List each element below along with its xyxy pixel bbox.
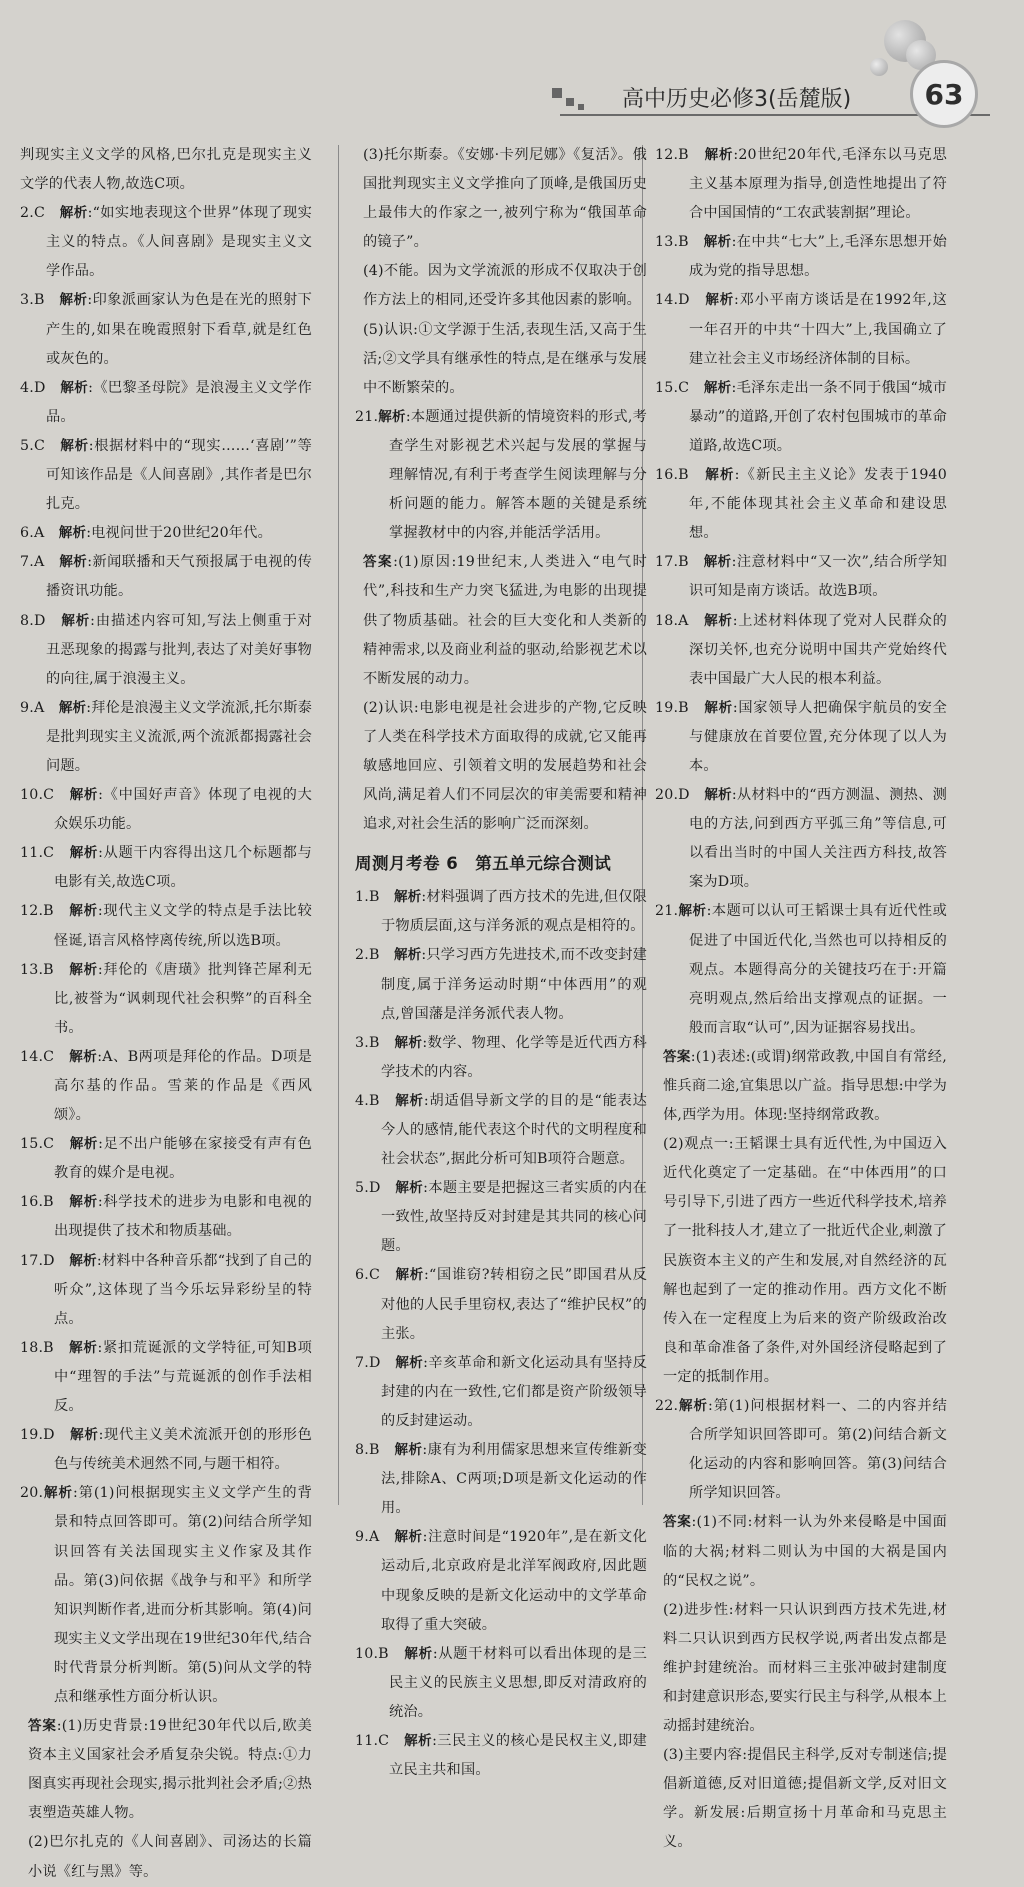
answer-item: 5.D 解析:本题主要是把握这三者实质的内在一致性,故坚持反对封建是其共同的核心问题。 — [355, 1180, 647, 1255]
analysis-label: 解析 — [59, 554, 88, 571]
item-text: (2)观点一:王韬课士具有近代性,为中国迈入近代化奠定了一定基础。在“中体西用”的口号引导下,引进了西方一些近代科学技术,培养了一批科技人才,建立了一批近代企业,刺激了民族资本主义的产生和发展,对自然经济的瓦解也起到了一定的推动作用。西方文化不断传入在一定程度上为后来的资产阶级政治改良和革命准备了条件,对外国经济侵略起到了一定的抵制作用。 — [663, 1136, 947, 1385]
item-text: (1)表述:(或谓)纲常政教,中国自有常经,惟兵商二途,宜集思以广益。指导思想:中学为体,西学为用。体现:坚持纲常政教。 — [663, 1048, 947, 1124]
answer-paragraph — [655, 1596, 947, 1741]
answer-choice: C — [678, 379, 690, 396]
item-text: 从题干材料可以看出体现的是三民主义的民族主义思想,即反对清政府的统治。 — [389, 1645, 647, 1720]
item-text: A、B两项是拜伦的作品。D项是高尔基的作品。雪莱的作品是《西风颂》。 — [54, 1048, 312, 1124]
analysis-label: 解析 — [393, 947, 422, 964]
question-number: 15. — [655, 379, 679, 396]
answer-paragraph — [355, 257, 647, 315]
column-left — [20, 141, 312, 1887]
answer-paragraph: 答案:(1)历史背景:19世纪30年代以后,欧美资本主义国家社会矛盾复杂尖锐。特点:①力图真实再现社会现实,揭示批判社会矛盾;②热衷塑造英雄人物。 — [28, 1718, 312, 1822]
item-text: 拜伦是浪漫主义文学流派,托尔斯泰是批判现实主义流派,两个流派都揭露社会问题。 — [46, 699, 312, 774]
answer-item: 21.解析:本题可以认可王韬课士具有近代性或促进了中国近代化,当然也可以持相反的观点。本题得高分的关键技巧在于:开篇亮明观点,然后给出支撑观点的证据。一般而言取“认可”,因为证据容易找出。 — [655, 903, 947, 1036]
answer-label: 答案 — [363, 554, 394, 571]
question-number: 2. — [355, 947, 369, 964]
question-number: 16. — [20, 1194, 44, 1211]
answer-choice: C — [43, 1136, 55, 1153]
answer-choice: B — [368, 1442, 380, 1459]
answer-paragraph — [20, 141, 312, 199]
answer-item: 17.B 解析:注意材料中“又一次”,结合所学知识可知是南方谈话。故选B项。 — [655, 554, 947, 600]
question-number: 8. — [355, 1442, 369, 1459]
answer-item: 5.C 解析:根据材料中的“现实……‘喜剧’”等可知该作品是《人间喜剧》,其作者是巴尔扎克。 — [20, 437, 312, 513]
item-text: 第(1)问根据现实主义文学产生的背景和特点回答即可。第(2)问结合所学知识回答有关法国现实主义作家及其作品。第(3)问依据《战争与和平》和所学知识判断作者,进而分析其影响。第(4)问现实主义文学出现在19世纪30年代,结合时代背景分析判断。第(5)问从文学的特点和继承性方面分析认识。 — [54, 1485, 313, 1705]
item-text: (1)原因:19世纪末,人类进入“电气时代”,科技和生产力突飞猛进,为电影的出现提供了物质基础。社会的巨大变化和人类新的精神需求,以及商业利益的驱动,给影视艺术以不断发展的动力。 — [363, 554, 647, 687]
analysis-label: 解析 — [69, 1194, 98, 1211]
answer-item: 9.A 解析:拜伦是浪漫主义文学流派,托尔斯泰是批判现实主义流派,两个流派都揭露社会问题。 — [20, 699, 312, 774]
analysis-label: 解析 — [59, 205, 88, 222]
question-number: 21. — [655, 903, 679, 920]
answer-choice: B — [678, 234, 689, 251]
answer-item: 3.B 解析:数学、物理、化学等是近代西方科学技术的内容。 — [355, 1034, 648, 1080]
item-text: “如实地表现这个世界”体现了现实主义的特点。《人间喜剧》是现实主义文学作品。 — [46, 205, 312, 280]
answer-item: 6.A 解析:电视问世于20世纪20年代。 — [20, 525, 272, 542]
answer-paragraph — [355, 141, 647, 257]
answer-item: 4.D 解析:《巴黎圣母院》是浪漫主义文学作品。 — [20, 379, 312, 425]
question-number: 13. — [655, 234, 679, 251]
question-number: 11. — [20, 845, 44, 862]
answer-choice: A — [33, 699, 45, 716]
analysis-label: 解析 — [69, 961, 98, 978]
answer-item: 11.C 解析:从题干内容得出这几个标题都与电影有关,故选C项。 — [20, 845, 312, 891]
question-number: 12. — [655, 147, 679, 163]
question-number: 20. — [20, 1485, 44, 1502]
question-number: 2. — [20, 205, 34, 222]
analysis-label: 解析 — [395, 1267, 425, 1284]
answer-item: 8.D 解析:由描述内容可知,写法上侧重于对丑恶现象的揭露与批判,表达了对美好事物的向往,属于浪漫主义。 — [20, 612, 312, 687]
analysis-label: 解析 — [404, 1645, 433, 1662]
item-text: 由描述内容可知,写法上侧重于对丑恶现象的揭露与批判,表达了对美好事物的向往,属于浪漫主义。 — [46, 612, 312, 687]
analysis-label: 解析 — [705, 467, 735, 484]
item-text: 国家领导人把确保宇航员的安全与健康放在首要位置,充分体现了以人为本。 — [689, 699, 947, 774]
answer-item: 12.B 解析:20世纪20年代,毛泽东以马克思主义基本原理为指导,创造性地提出了符合中国国情的“工农武装割据”理论。 — [655, 147, 947, 222]
question-number: 19. — [655, 699, 679, 716]
question-number: 16. — [655, 467, 679, 484]
answer-choice: B — [33, 292, 45, 309]
answer-choice: B — [378, 1645, 389, 1662]
answer-item: 7.D 解析:辛亥革命和新文化运动具有坚持反封建的内在一致性,它们都是资产阶级领导的反封建运动。 — [355, 1354, 647, 1429]
item-text: 根据材料中的“现实……‘喜剧’”等可知该作品是《人间喜剧》,其作者是巴尔扎克。 — [46, 437, 312, 513]
item-text: 康有为利用儒家思想来宣传维新变法,排除A、C两项;D项是新文化运动的作用。 — [381, 1442, 648, 1517]
question-number: 8. — [20, 612, 34, 629]
item-text: 上述材料体现了党对人民群众的深切关怀,也充分说明中国共产党始终代表中国最广大人民的根本利益。 — [689, 612, 947, 687]
item-text: 三民主义的核心是民权主义,即建立民主共和国。 — [389, 1732, 648, 1779]
analysis-label: 解析 — [69, 845, 99, 862]
column-middle-top — [355, 141, 647, 839]
answer-choice: C — [33, 437, 45, 454]
answer-choice: B — [368, 1034, 380, 1051]
answer-choice: D — [678, 292, 690, 309]
answer-choice: B — [678, 467, 689, 484]
answer-choice: D — [43, 1252, 55, 1269]
item-text: 辛亥革命和新文化运动具有坚持反封建的内在一致性,它们都是资产阶级领导的反封建运动。 — [381, 1354, 647, 1429]
analysis-label: 解析 — [704, 147, 734, 163]
answer-item: 1.B 解析:材料强调了西方技术的先进,但仅限于物质层面,这与洋务派的观点是相符的。 — [355, 889, 648, 935]
analysis-label: 解析 — [394, 1034, 423, 1051]
column-middle — [355, 141, 647, 1785]
question-number: 17. — [655, 554, 679, 571]
analysis-label: 解析 — [60, 437, 89, 454]
answer-label: 答案 — [28, 1718, 57, 1735]
item-text: (1)不同:材料一认为外来侵略是中国面临的大祸;材料二则认为中国的大祸是国内的“民权之说”。 — [663, 1514, 947, 1589]
question-number: 5. — [355, 1180, 369, 1197]
question-number: 14. — [20, 1048, 44, 1065]
question-number: 3. — [355, 1034, 369, 1051]
answer-item: 15.C 解析:足不出户能够在家接受有声有色教育的媒介是电视。 — [20, 1136, 312, 1182]
column-divider — [338, 145, 339, 1505]
book-title: 高中历史必修3(岳麓版) — [622, 87, 852, 112]
item-text: (3)托尔斯泰。《安娜·卡列尼娜》《复活》。俄国批判现实主义文学推向了顶峰,是俄国历史上最伟大的作家之一,被列宁称为“俄国革命的镜子”。 — [363, 147, 647, 251]
answer-item: 10.C 解析:《中国好声音》体现了电视的大众娱乐功能。 — [20, 787, 312, 833]
question-number: 9. — [355, 1529, 369, 1546]
analysis-label: 解析 — [378, 408, 406, 425]
page-header — [0, 0, 1024, 145]
item-text: 20世纪20年代,毛泽东以马克思主义基本原理为指导,创造性地提出了符合中国国情的“工农武装割据”理论。 — [689, 147, 947, 222]
item-text: 印象派画家认为色是在光的照射下产生的,如果在晚霞照射下看草,就是红色或灰色的。 — [46, 292, 313, 367]
answer-paragraph — [655, 1741, 947, 1857]
question-number: 6. — [355, 1267, 369, 1284]
item-text: 本题主要是把握这三者实质的内在一致性,故坚持反对封建是其共同的核心问题。 — [381, 1180, 647, 1255]
question-number: 1. — [355, 889, 369, 906]
item-text: 电视问世于20世纪20年代。 — [91, 525, 272, 542]
answer-item: 9.A 解析:注意时间是“1920年”,是在新文化运动后,北京政府是北洋军阀政府,因此题中现象反映的是新文化运动中的文学革命取得了重大突破。 — [355, 1529, 648, 1633]
item-text: 只学习西方先进技术,而不改变封建制度,属于洋务运动时期“中体西用”的观点,曾国藩是洋务派代表人物。 — [381, 947, 648, 1022]
answer-item: 12.B 解析:现代主义文学的特点是手法比较怪诞,语言风格悖离传统,所以选B项。 — [20, 903, 312, 949]
answer-choice: B — [368, 947, 380, 964]
question-number: 20. — [655, 787, 679, 804]
answer-item: 16.B 解析:《新民主主义论》发表于1940年,不能体现其社会主义革命和建设思想。 — [655, 467, 948, 542]
item-text: 现代主义美术流派开创的形形色色与传统美术迥然不同,与题干相符。 — [54, 1427, 312, 1473]
question-number: 10. — [355, 1645, 379, 1662]
item-text: 从题干内容得出这几个标题都与电影有关,故选C项。 — [54, 845, 312, 891]
answer-item: 13.B 解析:在中共“七大”上,毛泽东思想开始成为党的指导思想。 — [655, 234, 948, 280]
answer-choice: C — [43, 787, 55, 804]
analysis-label: 解析 — [703, 554, 732, 571]
analysis-label: 解析 — [69, 1252, 97, 1269]
item-text: 本题可以认可王韬课士具有近代性或促进了中国近代化,当然也可以持相反的观点。本题得高分的关键技巧在于:开篇亮明观点,然后给出支撑观点的证据。一般而言取“认可”,因为证据容易找出。 — [689, 903, 947, 1036]
question-number: 15. — [20, 1136, 44, 1153]
question-number: 14. — [655, 292, 679, 309]
analysis-label: 解析 — [704, 612, 733, 629]
item-text: 数学、物理、化学等是近代西方科学技术的内容。 — [381, 1034, 648, 1080]
answer-choice: D — [368, 1180, 381, 1197]
analysis-label: 解析 — [61, 612, 91, 629]
answer-choice: B — [678, 699, 689, 716]
question-number: 7. — [20, 554, 34, 571]
question-number: 12. — [20, 903, 44, 920]
item-text: 紧扣荒诞派的文学特征,可知B项中“理智的手法”与荒诞派的创作手法相反。 — [54, 1339, 313, 1415]
analysis-label: 解析 — [43, 1485, 73, 1502]
analysis-label: 解析 — [395, 1092, 424, 1109]
analysis-label: 解析 — [60, 379, 89, 396]
analysis-label: 解析 — [69, 1339, 98, 1356]
answer-paragraph — [355, 316, 647, 403]
question-number: 7. — [355, 1354, 369, 1371]
analysis-label: 解析 — [703, 379, 732, 396]
question-number: 11. — [355, 1732, 379, 1749]
item-text: 毛泽东走出一条不同于俄国“城市暴动”的道路,开创了农村包围城市的革命道路,故选C项。 — [689, 379, 947, 454]
item-text: 胡适倡导新文学的目的是“能表达今人的感情,能代表这个时代的文明程度和社会状态”,据此分析可知B项符合题意。 — [381, 1092, 647, 1168]
question-number: 19. — [20, 1427, 44, 1444]
item-text: (5)认识:①文学源于生活,表现生活,又高于生活;②文学具有继承性的特点,是在继承与发展中不断繁荣的。 — [363, 321, 647, 396]
decorative-circle — [870, 58, 888, 76]
item-text: 第(1)问根据材料一、二的内容并结合所学知识回答即可。第(2)问结合新文化运动的内容和影响回答。第(3)问结合所学知识回答。 — [689, 1398, 948, 1502]
answer-item: 21.解析:本题通过提供新的情境资料的形式,考查学生对影视艺术兴起与发展的掌握与理解情况,有利于考查学生阅读理解与分析问题的能力。解答本题的关键是系统掌握教材中的内容,并能活学活用。 — [355, 408, 647, 542]
analysis-label: 解析 — [678, 903, 707, 920]
analysis-label: 解析 — [404, 1732, 433, 1749]
item-text: 从材料中的“西方测温、测热、测电的方法,问到西方平弧三角”等信息,可以看出当时的中国人关注西方科技,故答案为D项。 — [689, 787, 948, 891]
item-text: 在中共“七大”上,毛泽东思想开始成为党的指导思想。 — [689, 234, 948, 280]
item-text: 新闻联播和天气预报属于电视的传播资讯功能。 — [46, 554, 312, 600]
analysis-label: 解析 — [59, 292, 88, 309]
answer-choice: B — [43, 903, 54, 920]
answer-choice: B — [678, 147, 689, 163]
answer-choice: D — [33, 612, 46, 629]
item-text: (1)历史背景:19世纪30年代以后,欧美资本主义国家社会矛盾复杂尖锐。特点:①力图真实再现社会现实,揭示批判社会矛盾;②热衷塑造英雄人物。 — [28, 1718, 312, 1822]
answer-choice: C — [43, 845, 55, 862]
answer-item: 2.B 解析:只学习西方先进技术,而不改变封建制度,属于洋务运动时期“中体西用”的观点,曾国藩是洋务派代表人物。 — [355, 947, 648, 1022]
column-right — [655, 141, 947, 1858]
answer-paragraph — [355, 694, 647, 839]
answer-choice: B — [43, 1194, 54, 1211]
answer-paragraph: 答案:(1)原因:19世纪末,人类进入“电气时代”,科技和生产力突飞猛进,为电影的出现提供了物质基础。社会的巨大变化和人类新的精神需求,以及商业利益的驱动,给影视艺术以不断发展的动力。 — [363, 554, 647, 687]
analysis-label: 解析 — [395, 1354, 424, 1371]
answer-choice: A — [368, 1529, 380, 1546]
analysis-label: 解析 — [704, 787, 732, 804]
analysis-label: 解析 — [58, 699, 87, 716]
answer-item: 18.B 解析:紧扣荒诞派的文学特征,可知B项中“理智的手法”与荒诞派的创作手法相反。 — [20, 1339, 313, 1415]
item-text: 《巴黎圣母院》是浪漫主义文学作品。 — [46, 379, 312, 425]
question-number: 18. — [20, 1339, 44, 1356]
question-number: 13. — [20, 961, 44, 978]
analysis-label: 解析 — [705, 292, 735, 309]
item-text: 现代主义文学的特点是手法比较怪诞,语言风格悖离传统,所以选B项。 — [54, 903, 312, 949]
answer-item: 19.B 解析:国家领导人把确保宇航员的安全与健康放在首要位置,充分体现了以人为本。 — [655, 699, 947, 774]
answer-label: 答案 — [663, 1048, 691, 1065]
item-text: 《中国好声音》体现了电视的大众娱乐功能。 — [54, 787, 312, 833]
answer-item: 14.C 解析:A、B两项是拜伦的作品。D项是高尔基的作品。雪莱的作品是《西风颂》。 — [20, 1048, 312, 1124]
answer-item: 22.解析:第(1)问根据材料一、二的内容并结合所学知识回答即可。第(2)问结合新文化运动的内容和影响回答。第(3)问结合所学知识回答。 — [655, 1398, 948, 1502]
analysis-label: 解析 — [393, 889, 422, 906]
analysis-label: 解析 — [69, 1136, 99, 1153]
item-text: (3)主要内容:提倡民主科学,反对专制迷信;提倡新道德,反对旧道德;提倡新文学,反对旧文学。新发展:后期宣扬十月革命和马克思主义。 — [663, 1747, 947, 1851]
question-number: 9. — [20, 699, 34, 716]
question-number: 4. — [20, 379, 34, 396]
item-text: 注意时间是“1920年”,是在新文化运动后,北京政府是北洋军阀政府,因此题中现象反映的是新文化运动中的文学革命取得了重大突破。 — [381, 1529, 648, 1633]
item-text: 注意材料中“又一次”,结合所学知识可知是南方谈话。故选B项。 — [689, 554, 947, 600]
answer-label: 答案 — [663, 1514, 692, 1531]
answer-item: 17.D 解析:材料中各种音乐都“找到了自己的听众”,这体现了当今乐坛异彩纷呈的特点。 — [20, 1252, 313, 1327]
item-text: 邓小平南方谈话是在1992年,这一年召开的中共“十四大”上,我国确立了建立社会主义市场经济体制的目标。 — [689, 292, 947, 367]
column-middle-bottom — [355, 883, 647, 1785]
item-text: 科学技术的进步为电影和电视的出现提供了技术和物质基础。 — [54, 1194, 312, 1240]
answer-item: 20.D 解析:从材料中的“西方测温、测热、测电的方法,问到西方平弧三角”等信息,可以看出当时的中国人关注西方科技,故答案为D项。 — [655, 787, 948, 891]
answer-choice: D — [368, 1354, 381, 1371]
answer-item: 10.B 解析:从题干材料可以看出体现的是三民主义的民族主义思想,即反对清政府的统治。 — [355, 1645, 647, 1720]
item-text: 足不出户能够在家接受有声有色教育的媒介是电视。 — [54, 1136, 312, 1182]
analysis-label: 解析 — [395, 1180, 424, 1197]
item-text: 材料强调了西方技术的先进,但仅限于物质层面,这与洋务派的观点是相符的。 — [381, 889, 648, 935]
question-number: 22. — [655, 1398, 679, 1415]
answer-choice: C — [368, 1267, 380, 1284]
question-number: 5. — [20, 437, 34, 454]
item-text: 《新民主主义论》发表于1940年,不能体现其社会主义革命和建设思想。 — [689, 467, 948, 542]
answer-item: 11.C 解析:三民主义的核心是民权主义,即建立民主共和国。 — [355, 1732, 648, 1779]
analysis-label: 解析 — [394, 1442, 423, 1459]
question-number: 17. — [20, 1252, 44, 1269]
answer-item: 13.B 解析:拜伦的《唐璜》批判锋芒犀利无比,被誉为“讽刺现代社会积弊”的百科全书。 — [20, 961, 312, 1036]
analysis-label: 解析 — [69, 903, 98, 920]
answer-choice: C — [43, 1048, 55, 1065]
question-number: 6. — [20, 525, 34, 542]
analysis-label: 解析 — [70, 1427, 99, 1444]
answer-choice: B — [368, 889, 380, 906]
analysis-label: 解析 — [58, 525, 87, 542]
answer-paragraph: 答案:(1)表述:(或谓)纲常政教,中国自有常经,惟兵商二途,宜集思以广益。指导思想:中学为体,西学为用。体现:坚持纲常政教。 — [663, 1048, 947, 1124]
answer-item: 18.A 解析:上述材料体现了党对人民群众的深切关怀,也充分说明中国共产党始终代表中国最广大人民的根本利益。 — [655, 612, 947, 687]
answer-item: 8.B 解析:康有为利用儒家思想来宣传维新变法,排除A、C两项;D项是新文化运动的作用。 — [355, 1442, 648, 1517]
answer-item: 3.B 解析:印象派画家认为色是在光的照射下产生的,如果在晚霞照射下看草,就是红色或灰色的。 — [20, 292, 313, 367]
item-text: (2)巴尔扎克的《人间喜剧》、司汤达的长篇小说《红与黑》等。 — [28, 1834, 312, 1880]
item-text: 拜伦的《唐璜》批判锋芒犀利无比,被誉为“讽刺现代社会积弊”的百科全书。 — [54, 961, 312, 1036]
answer-choice: B — [368, 1092, 380, 1109]
answer-choice: D — [33, 379, 46, 396]
item-text: (4)不能。因为文学流派的形成不仅取决于创作方法上的相同,还受许多其他因素的影响。 — [363, 263, 647, 309]
answer-choice: B — [678, 554, 689, 571]
analysis-label: 解析 — [678, 1398, 708, 1415]
item-text: 材料中各种音乐都“找到了自己的听众”,这体现了当今乐坛异彩纷呈的特点。 — [54, 1252, 313, 1327]
analysis-label: 解析 — [704, 699, 733, 716]
analysis-label: 解析 — [703, 234, 732, 251]
page-number-badge — [910, 60, 978, 128]
item-text: 判现实主义文学的风格,巴尔扎克是现实主义文学的代表人物,故选C项。 — [20, 147, 312, 193]
analysis-label: 解析 — [69, 787, 99, 804]
question-number: 3. — [20, 292, 34, 309]
question-number: 18. — [655, 612, 679, 629]
item-text: (2)进步性:材料一只认识到西方技术先进,材料二只认识到西方民权学说,两者出发点都是维护封建统治。而材料三主张冲破封建制度和封建意识形态,要实行民主与科学,从根本上动摇封建统治。 — [663, 1601, 947, 1735]
answer-choice: D — [43, 1427, 55, 1444]
page-number: 63 — [924, 77, 964, 111]
analysis-label: 解析 — [394, 1529, 423, 1546]
answer-item: 14.D 解析:邓小平南方谈话是在1992年,这一年召开的中共“十四大”上,我国确立了建立社会主义市场经济体制的目标。 — [655, 292, 947, 367]
answer-item: 19.D 解析:现代主义美术流派开创的形形色色与传统美术迥然不同,与题干相符。 — [20, 1427, 312, 1473]
answer-item: 2.C 解析:“如实地表现这个世界”体现了现实主义的特点。《人间喜剧》是现实主义文学作品。 — [20, 205, 312, 280]
item-text: “国谁窃?转相窃之民”即国君从反对他的人民手里窃权,表达了“维护民权”的主张。 — [381, 1267, 648, 1342]
section-heading: 周测月考卷 6 第五单元综合测试 — [355, 854, 612, 874]
answer-choice: C — [378, 1732, 390, 1749]
answer-paragraph — [20, 1828, 312, 1886]
answer-paragraph: 答案:(1)不同:材料一认为外来侵略是中国面临的大祸;材料二则认为中国的大祸是国内的“民权之说”。 — [663, 1514, 947, 1589]
question-number: 4. — [355, 1092, 369, 1109]
answer-item: 15.C 解析:毛泽东走出一条不同于俄国“城市暴动”的道路,开创了农村包围城市的革命道路,故选C项。 — [655, 379, 947, 454]
question-number: 10. — [20, 787, 44, 804]
answer-choice: A — [33, 525, 45, 542]
answer-item: 20.解析:第(1)问根据现实主义文学产生的背景和特点回答即可。第(2)问结合所学知识回答有关法国现实主义作家及其作品。第(3)问依据《战争与和平》和所学知识判断作者,进而分析其影响。第(4)问现实主义文学出现在19世纪30年代,结合时代背景分析判断。第(5)问从文学的特点和继承性方面分析认识。 — [20, 1485, 313, 1705]
question-number: 21. — [355, 408, 379, 425]
answer-choice: C — [33, 205, 45, 222]
item-text: (2)认识:电影电视是社会进步的产物,它反映了人类在科学技术方面取得的成就,它又能再敏感地回应、引领着文明的发展趋势和社会风尚,满足着人们不同层次的审美需要和精神追求,对社会生活的影响广泛而深刻。 — [363, 699, 647, 833]
answer-choice: A — [33, 554, 45, 571]
answer-item: 16.B 解析:科学技术的进步为电影和电视的出现提供了技术和物质基础。 — [20, 1194, 312, 1240]
answer-item: 7.A 解析:新闻联播和天气预报属于电视的传播资讯功能。 — [20, 554, 312, 600]
answer-choice: B — [43, 1339, 54, 1356]
answer-choice: A — [678, 612, 689, 629]
answer-choice: D — [678, 787, 690, 804]
answer-item: 4.B 解析:胡适倡导新文学的目的是“能表达今人的感情,能代表这个时代的文明程度和社会状态”,据此分析可知B项符合题意。 — [355, 1092, 647, 1168]
item-text: 本题通过提供新的情境资料的形式,考查学生对影视艺术兴起与发展的掌握与理解情况,有利于考查学生阅读理解与分析问题的能力。解答本题的关键是系统掌握教材中的内容,并能活学活用。 — [389, 408, 647, 542]
answer-paragraph — [655, 1130, 947, 1392]
analysis-label: 解析 — [69, 1048, 98, 1065]
answer-choice: B — [43, 961, 54, 978]
answer-item: 6.C 解析:“国谁窃?转相窃之民”即国君从反对他的人民手里窃权,表达了“维护民权”的主张。 — [355, 1267, 648, 1342]
